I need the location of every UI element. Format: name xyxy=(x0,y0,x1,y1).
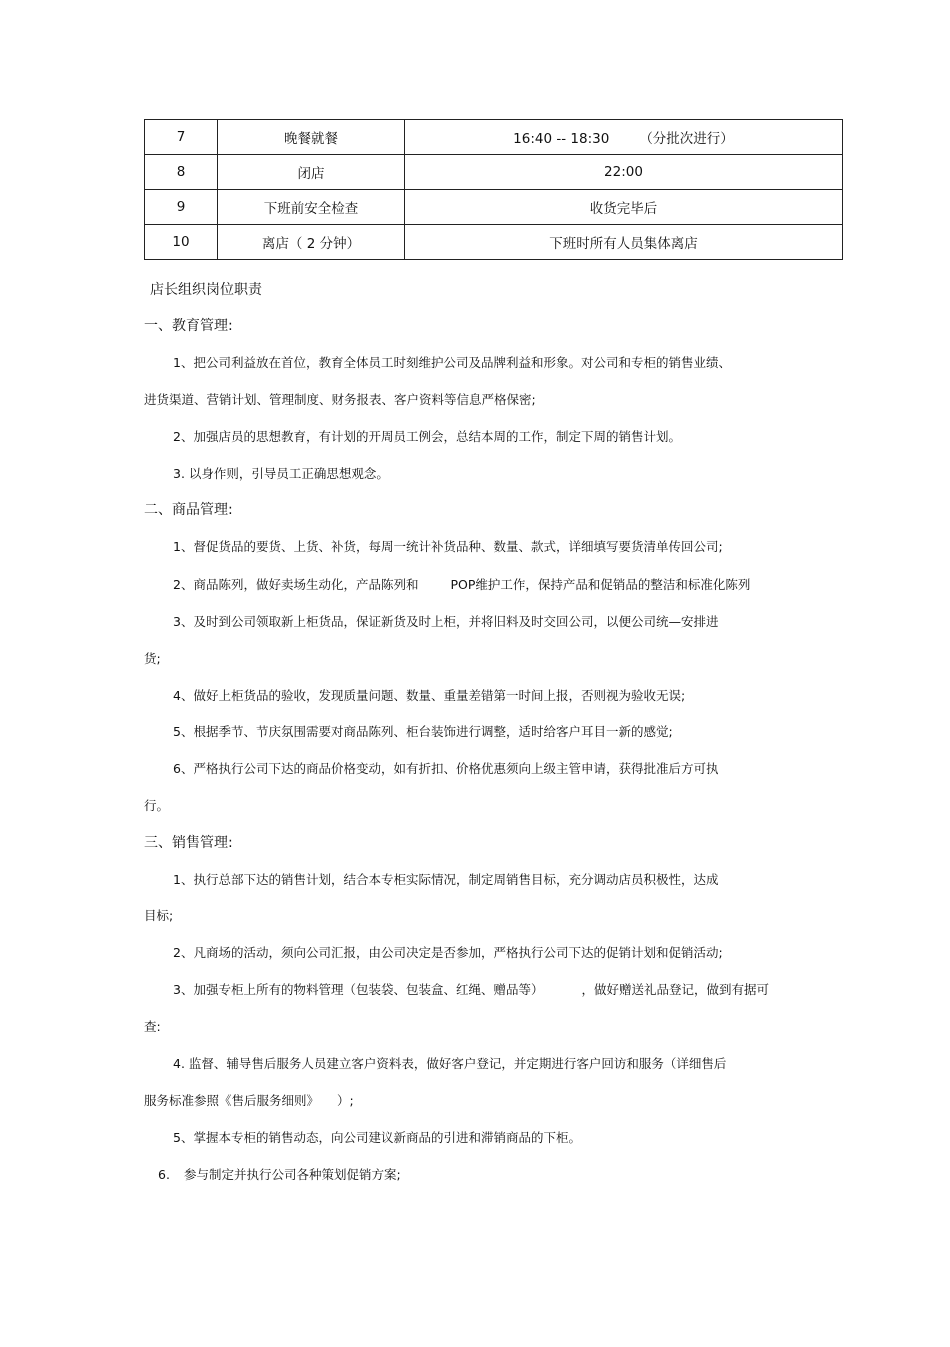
paragraph: 查: xyxy=(144,1019,161,1034)
paragraph xyxy=(173,980,769,998)
schedule-table xyxy=(144,119,843,260)
paragraph: 1、把公司利益放在首位，教育全体员工时刻维护公司及品牌利益和形象。对公司和专柜的销售业绩、 xyxy=(173,355,731,370)
paragraph: 3. 以身作则，引导员工正确思想观念。 xyxy=(173,466,389,481)
row-item: 离店（ 2 分钟） xyxy=(218,225,405,260)
paragraph: 5、掌握本专柜的销售动态，向公司建议新商品的引进和滞销商品的下柜。 xyxy=(173,1130,581,1145)
row-number: 8 xyxy=(145,155,218,190)
paragraph: 目标; xyxy=(144,908,174,923)
row-number: 10 xyxy=(145,225,218,260)
paragraph: 进货渠道、营销计划、管理制度、财务报表、客户资料等信息严格保密; xyxy=(144,392,536,407)
row-time-note: （分批次进行） xyxy=(639,131,734,147)
doc-title: 店长组织岗位职责 xyxy=(150,282,262,298)
paragraph-part: 参与制定并执行公司各种策划促销方案; xyxy=(183,1167,401,1182)
paragraph: 2、加强店员的思想教育，有计划的开周员工例会，总结本周的工作，制定下周的销售计划。 xyxy=(173,429,681,444)
table-row xyxy=(145,120,843,155)
paragraph-part: POP维护工作，保持产品和促销品的整洁和标准化陈列 xyxy=(450,577,751,592)
row-item: 闭店 xyxy=(218,155,405,190)
paragraph: 2、凡商场的活动，须向公司汇报，由公司决定是否参加，严格执行公司下达的促销计划和促销活动; xyxy=(173,945,723,960)
paragraph xyxy=(158,1165,401,1183)
paragraph-part: ）; xyxy=(337,1093,354,1108)
section-heading-goods: 二、商品管理: xyxy=(144,502,233,518)
paragraph-part: ，做好赠送礼品登记，做到有据可 xyxy=(581,982,769,997)
table-row xyxy=(145,190,843,225)
paragraph xyxy=(173,575,750,593)
row-time xyxy=(405,120,843,155)
row-item: 晚餐就餐 xyxy=(218,120,405,155)
paragraph-part: 3、加强专柜上所有的物料管理（包装袋、包装盒、红绳、赠品等） xyxy=(173,982,544,997)
row-time: 下班时所有人员集体离店 xyxy=(405,225,843,260)
section-heading-sales: 三、销售管理: xyxy=(144,835,233,851)
section-heading-education: 一、教育管理: xyxy=(144,318,233,334)
row-number: 7 xyxy=(145,120,218,155)
table-row xyxy=(145,155,843,190)
row-time: 收货完毕后 xyxy=(405,190,843,225)
paragraph: 5、根据季节、节庆氛围需要对商品陈列、柜台装饰进行调整，适时给客户耳目一新的感觉; xyxy=(173,724,673,739)
row-item: 下班前安全检查 xyxy=(218,190,405,225)
list-number: 6. xyxy=(158,1167,170,1182)
paragraph: 1、执行总部下达的销售计划，结合本专柜实际情况，制定周销售目标，充分调动店员积极性，达成 xyxy=(173,872,719,887)
paragraph: 4. 监督、辅导售后服务人员建立客户资料表，做好客户登记，并定期进行客户回访和服务（详细售后 xyxy=(173,1056,727,1071)
row-time-value: 16:40 -- 18:30 xyxy=(513,131,610,147)
row-number: 9 xyxy=(145,190,218,225)
paragraph: 货; xyxy=(144,651,161,666)
paragraph: 行。 xyxy=(144,798,170,813)
paragraph-part: 服务标准参照《售后服务细则》 xyxy=(144,1093,320,1108)
row-time: 22:00 xyxy=(405,155,843,190)
paragraph: 1、督促货品的要货、上货、补货，每周一统计补货品种、数量、款式，详细填写要货清单传回公司; xyxy=(173,539,723,554)
paragraph: 3、及时到公司领取新上柜货品，保证新货及时上柜，并将旧料及时交回公司，以便公司统—安排进 xyxy=(173,614,719,629)
paragraph-part: 2、商品陈列，做好卖场生动化，产品陈列和 xyxy=(173,577,419,592)
paragraph: 6、严格执行公司下达的商品价格变动，如有折扣、价格优惠须向上级主管申请，获得批准后方可执 xyxy=(173,761,719,776)
paragraph: 4、做好上柜货品的验收，发现质量问题、数量、重量差错第一时间上报，否则视为验收无误; xyxy=(173,688,686,703)
paragraph xyxy=(144,1091,354,1109)
table-row xyxy=(145,225,843,260)
